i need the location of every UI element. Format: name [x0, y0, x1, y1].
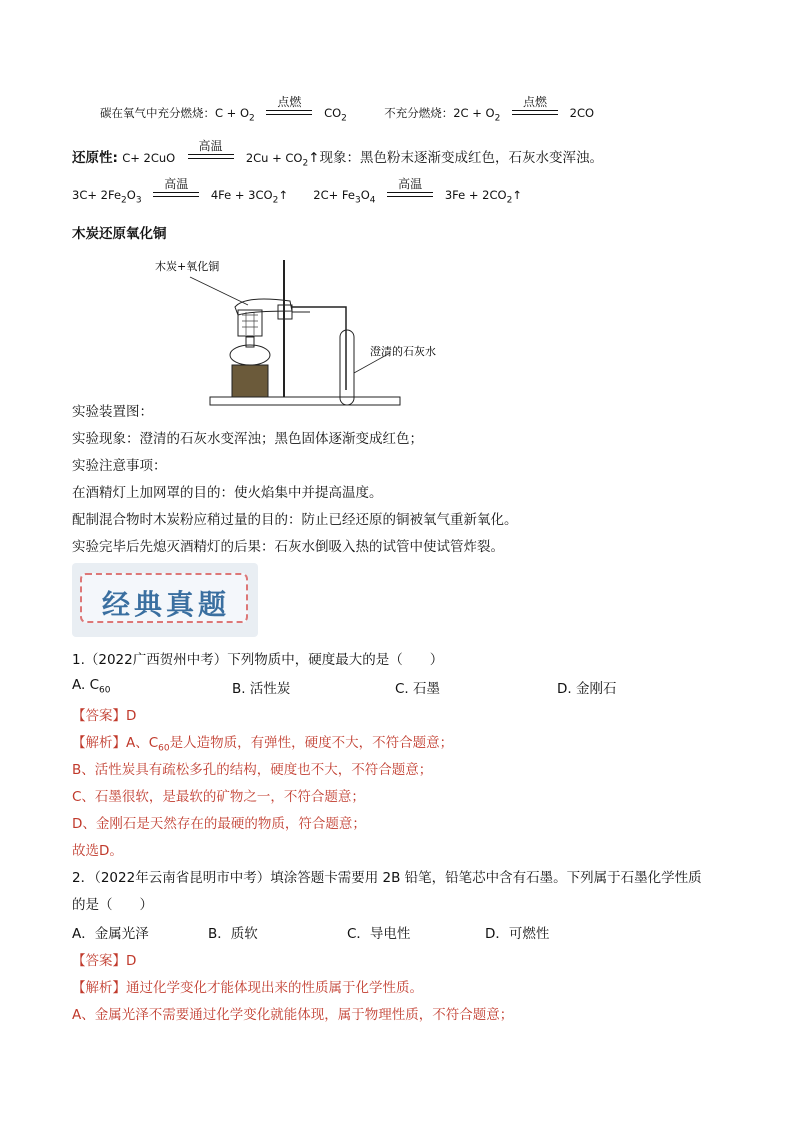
apparatus-figure: [150, 255, 450, 410]
eq-text: 3C+ 2Fe: [72, 188, 122, 202]
eq-text: 2C+ Fe: [313, 188, 355, 202]
eq-text: 碳在氧气中充分燃烧：C + O: [100, 106, 250, 120]
text-line: 在酒精灯上加网罩的目的：使火焰集中并提高温度。: [72, 485, 383, 501]
reaction-arrow: 点燃: [510, 107, 560, 121]
q2-analysis: 【解析】通过化学变化才能体现出来的性质属于化学性质。: [72, 980, 423, 996]
q1-option-b: B. 活性炭: [232, 681, 291, 697]
reaction-arrow: 高温: [186, 151, 236, 165]
q2-stem-2: 的是（ ）: [72, 897, 153, 913]
q1-analysis-a: 【解析】A、$C_{60}$是人造物质，有弹性，硬度不大，不符合题意；: [72, 735, 454, 754]
q2-stem-1: 2．（2022年云南省昆明市中考）填涂答题卡需要用 2B 铅笔，铅笔芯中含有石墨。下列属于石墨化学性质: [72, 870, 702, 886]
fig-label-limewater: 澄清的石灰水: [370, 345, 436, 358]
text-line: 配制混合物时木炭粉应稍过量的目的：防止已经还原的铜被氧气重新氧化。: [72, 512, 518, 528]
q1-stem: 1.（2022广西贺州中考）下列物质中，硬度最大的是（ ）: [72, 652, 444, 668]
eq-text: CO: [324, 106, 342, 120]
reaction-arrow: 点燃: [264, 107, 314, 121]
reduction-equation: 还原性: C+ 2CuO 高温 $2Cu + CO_2↑$现象：黑色粉末逐渐变成红色，石灰水变浑浊。: [72, 139, 604, 169]
q1-answer: 【答案】D: [72, 708, 137, 724]
reaction-arrow: 高温: [151, 189, 201, 203]
text-line: 实验装置图：: [72, 404, 153, 420]
reaction-arrow: 高温: [385, 189, 435, 203]
eq-text: ↑现象：黑色粉末逐渐变成红色，石灰水变浑浊。: [308, 150, 604, 166]
q2-option-c: C．导电性: [347, 926, 411, 942]
q1-analysis-c: C、石墨很软，是最软的矿物之一，不符合题意；: [72, 789, 365, 805]
text-line: 实验完毕后先熄灭酒精灯的后果：石灰水倒吸入热的试管中使试管炸裂。: [72, 539, 504, 555]
eq-text: 不充分燃烧：2C + O: [384, 106, 495, 120]
q1-analysis-d: D、金刚石是天然存在的最硬的物质，符合题意；: [72, 816, 366, 832]
q1-option-a: A. $C_{60}$: [72, 677, 111, 696]
eq-text: 4Fe + 3CO: [210, 188, 273, 202]
q2-option-b: B．质软: [208, 926, 258, 942]
iron-equation: $3C+ 2Fe_2O_3$ 高温 $4Fe + 3CO_2↑$ $2C+ Fe_3O_4$ 高温 $3Fe + 2CO_2↑$: [72, 176, 522, 206]
eq-text: 2CO: [569, 106, 595, 120]
q1-option-d: D. 金刚石: [557, 681, 617, 697]
banner-text: 经典真题: [102, 588, 231, 621]
q2-option-a: A．金属光泽: [72, 926, 149, 942]
text-line: 实验现象：澄清的石灰水变浑浊；黑色固体逐渐变成红色；: [72, 431, 423, 447]
q1-conclusion: 故选D。: [72, 843, 123, 859]
section-title: 木炭还原氧化铜: [72, 226, 167, 242]
classic-questions-banner: [72, 563, 258, 637]
combustion-equation: 碳在氧气中充分燃烧：$C + O_2$ 点燃 $CO_2$ 不充分燃烧：$2C + O_2$ 点燃 2CO: [100, 94, 595, 124]
reduction-label: 还原性:: [72, 150, 118, 166]
eq-text: 3Fe + 2CO: [444, 188, 507, 202]
q2-answer: 【答案】D: [72, 953, 137, 969]
q2-analysis-a: A、金属光泽不需要通过化学变化就能体现，属于物理性质，不符合题意；: [72, 1007, 514, 1023]
q1-analysis-b: B、活性炭具有疏松多孔的结构，硬度也不大，不符合题意；: [72, 762, 433, 778]
fig-label-reactants: 木炭+氧化铜: [155, 260, 220, 273]
text-line: 实验注意事项：: [72, 458, 167, 474]
q2-option-d: D．可燃性: [485, 926, 550, 942]
eq-text: C+ 2CuO: [122, 151, 176, 165]
q1-option-c: C. 石墨: [395, 681, 441, 697]
eq-text: 2Cu + CO: [245, 151, 303, 165]
